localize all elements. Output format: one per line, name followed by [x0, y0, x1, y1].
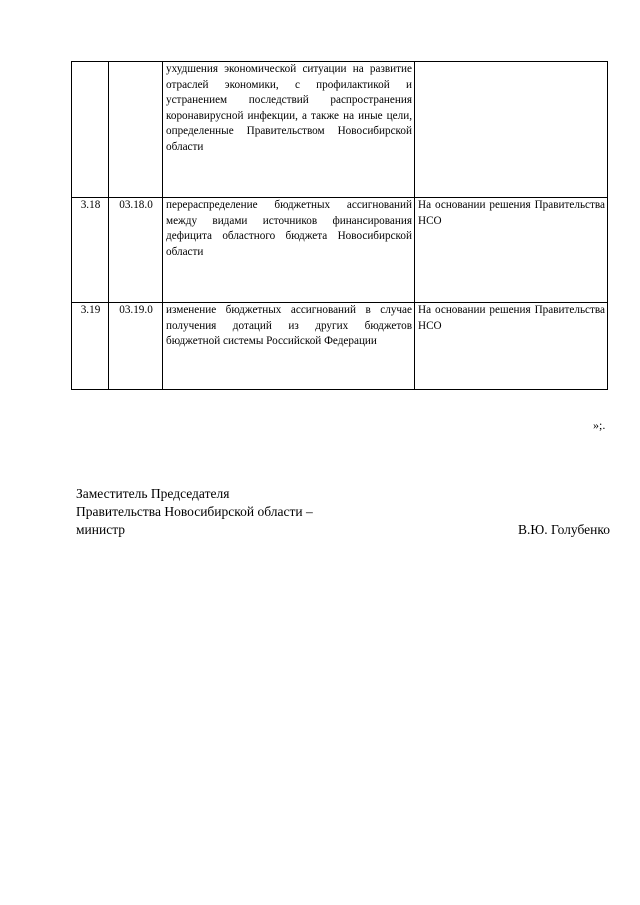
row-code: 03.18.0	[109, 198, 163, 303]
row-description: перераспределение бюджетных ассигнований между видами источников финансирования дефицита областного бюджета Новосибирской области	[163, 198, 415, 303]
signature-title-line-1: Заместитель Председателя	[76, 486, 230, 501]
table-row	[72, 198, 608, 303]
signature-title-line-3: министр	[76, 522, 126, 537]
signatory-name: В.Ю. Голубенко	[517, 522, 610, 537]
row-basis: На основании решения Правительства НСО	[415, 198, 608, 303]
row-basis	[415, 62, 608, 198]
row-description: изменение бюджетных ассигнований в случае получения дотаций из других бюджетов бюджетной системы Российской Федерации	[163, 303, 415, 390]
row-code	[109, 62, 163, 198]
signature-block	[76, 485, 610, 539]
row-number: 3.19	[72, 303, 109, 390]
table-row	[72, 303, 608, 390]
table-row	[72, 62, 608, 198]
row-code: 03.19.0	[109, 303, 163, 390]
row-number	[72, 62, 109, 198]
closing-quote-mark: »;.	[593, 418, 606, 432]
signature-title-line-2: Правительства Новосибирской области –	[76, 504, 313, 519]
row-basis: На основании решения Правительства НСО	[415, 303, 608, 390]
row-number: 3.18	[72, 198, 109, 303]
budget-table	[71, 61, 608, 390]
row-description: ухудшения экономической ситуации на развитие отраслей экономики, с профилактикой и устранением последствий распространения коронавирусной инфекции, а также на иные цели, определенные Правительством Новосибирской области	[163, 62, 415, 198]
signature-final-row	[76, 521, 610, 539]
